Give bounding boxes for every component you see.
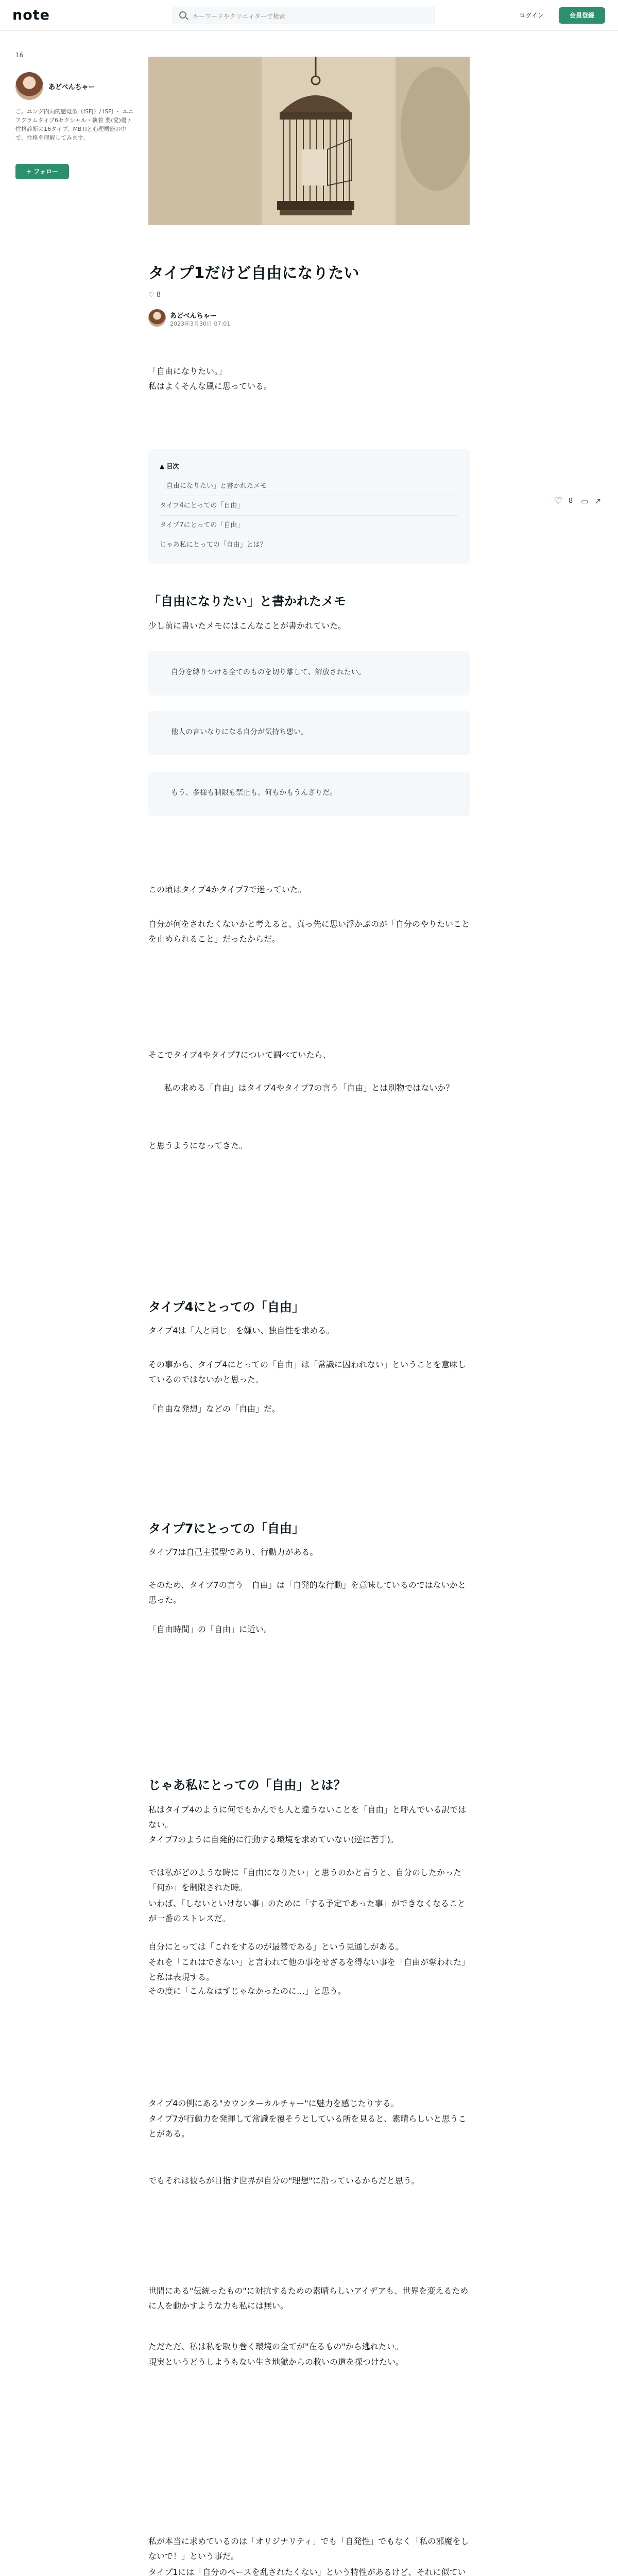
paragraph: 「自由時間」の「自由」に近い。 xyxy=(148,1624,272,1634)
article-title: タイプ1だけど自由になりたい xyxy=(148,264,359,282)
paragraph: そこでタイプ4やタイプ7について調べていたら、 xyxy=(148,1050,331,1060)
site-logo[interactable]: note xyxy=(12,7,50,23)
signup-button[interactable]: 会員登録 xyxy=(559,7,605,24)
toc-title-label: 目次 xyxy=(166,463,179,470)
toc-item[interactable]: タイプ7にとっての「自由」 xyxy=(160,516,458,535)
toc-item[interactable]: タイプ4にとっての「自由」 xyxy=(160,496,458,516)
paragraph: 私が本当に求めているのは「オリジナリティ」でも「自発性」でもなく「私の邪魔をしないで！」という事だ。 xyxy=(148,2536,469,2561)
paragraph: 私の求める「自由」はタイプ4やタイプ7の言う「自由」とは別物ではないか？ xyxy=(164,1083,454,1093)
search-icon xyxy=(179,11,186,19)
paragraph: 世間にある"伝統ったもの"に対抗するための素晴らしいアイデアも、世界を変えるために人を動かすような力も私には無い。 xyxy=(148,2286,469,2311)
paragraph: 自分にとっては「これをするのが最善である」という見通しがある。 xyxy=(148,1942,404,1952)
sidebar-follow-button[interactable]: + フォロー xyxy=(15,164,69,179)
like-count: 8 xyxy=(156,291,161,299)
quote-block: もう、多様も制限も禁止も、何もかもうんざりだ。 xyxy=(148,772,470,816)
paragraph: タイプ1には「自分のペースを乱されたくない」という特性があるけど、それに似てい xyxy=(148,2567,466,2576)
sidebar-badge: 16 xyxy=(15,52,24,59)
toc-title[interactable]: ▲ 目次 xyxy=(160,463,179,470)
paragraph: タイプ7は自己主張型であり、行動力がある。 xyxy=(148,1547,318,1557)
avatar[interactable] xyxy=(148,309,166,327)
paragraph: それを「これはできない」と言われて他の事をせざるを得ない事を「自由が奪われた」と私は表現する。 xyxy=(148,1957,470,1982)
paragraph: タイプ4の例にある"カウンターカルチャー"に魅力を感じたりする。 xyxy=(148,2098,399,2108)
section-heading: タイプ4にとっての「自由」 xyxy=(148,1300,305,1314)
author-name[interactable]: あどべんちゃー xyxy=(170,312,217,320)
paragraph: 少し前に書いたメモにはこんなことが書かれていた。 xyxy=(148,621,347,631)
paragraph: タイプ4は「人と同じ」を嫌い、独自性を求める。 xyxy=(148,1326,335,1335)
sidebar-profile xyxy=(15,52,134,175)
paragraph: 私はタイプ4のように何でもかんでも人と違うないことを「自由」と呼んでいる訳ではない。 xyxy=(148,1805,467,1829)
sidebar-bio: ご。ユング内向的感覚型（ISFJ）/ ISFJ ・ エニアグラムタイプ6セクシャル・執着 要(愛)優 / 性格診断の16タイプ。MBTIと心理機能の中で、性格を理解してみます。 xyxy=(15,108,134,141)
floating-action-bar xyxy=(554,494,611,509)
paragraph: 現実というどうしようもない生き地獄からの救いの道を探つけたい。 xyxy=(148,2357,404,2367)
paragraph: その度に「こんなはずじゃなかったのに…」と思う。 xyxy=(148,1986,347,1996)
paragraph: タイプ7が行動力を発揮して常識を覆そうとしている所を見ると、素晴らしいと思うことがある。 xyxy=(148,2114,467,2139)
paragraph: いわば、「しないといけない事」のために「する予定であった事」ができなくなることが一番のストレスだ。 xyxy=(148,1899,466,1923)
quote-block: 他人の言いなりになる自分が気持ち悪い。 xyxy=(148,711,470,755)
heart-icon[interactable]: ♡ xyxy=(554,496,563,506)
heart-icon: ♡ xyxy=(148,291,154,299)
intro-line-2: 私はよくそんな風に思っている。 xyxy=(148,381,272,391)
sidebar-follow-label: フォロー xyxy=(33,168,58,175)
sidebar-author-name[interactable]: あどべんちゃー xyxy=(48,83,95,91)
toc-item[interactable]: じゃあ私にとっての「自由」とは？ xyxy=(160,541,267,549)
share-icon[interactable]: ↗ xyxy=(594,496,602,506)
toc-item[interactable]: 「自由になりたい」と書かれたメモ xyxy=(160,477,458,496)
paragraph: タイプ7のように自発的に行動する環境を求めていない(逆に苦手)。 xyxy=(148,1835,399,1844)
search-input[interactable] xyxy=(173,7,435,24)
search-placeholder: キーワードやクリエイターで検索 xyxy=(193,13,285,20)
paragraph: そのため、タイプ7の言う「自由」は「自発的な行動」を意味しているのではないかと思った。 xyxy=(148,1580,466,1605)
hero-image xyxy=(148,57,470,225)
table-of-contents xyxy=(148,449,470,564)
section-heading: タイプ7にとっての「自由」 xyxy=(148,1521,305,1536)
section-heading: 「自由になりたい」と書かれたメモ xyxy=(148,594,346,608)
paragraph: と思うようになってきた。 xyxy=(148,1141,248,1150)
paragraph: では私がどのような時に「自由になりたい」と思うのかと言うと、自分のしたかった「何か」を制限された時。 xyxy=(148,1868,462,1892)
intro-line-1: 「自由になりたい。」 xyxy=(148,366,227,376)
paragraph: ただただ、私は私を取り巻く環境の全てが"在るもの"から逃れたい。 xyxy=(148,2342,403,2351)
paragraph: 自分が何をされたくないかと考えると、真っ先に思い浮かぶのが「自分のやりたいことを止められること」だったからだ。 xyxy=(148,919,470,944)
float-like-count: 8 xyxy=(569,497,573,505)
publish-date: 2023年3月30日 07:01 xyxy=(170,320,231,327)
avatar[interactable] xyxy=(15,72,43,100)
paragraph: でもそれは彼らが目指す世界が自分の"理想"に沿っているからだと思う。 xyxy=(148,2176,420,2185)
paragraph: 「自由な発想」などの「自由」だ。 xyxy=(148,1404,281,1414)
section-heading: じゃあ私にとっての「自由」とは？ xyxy=(148,1778,346,1792)
login-button[interactable]: ログイン xyxy=(519,12,544,19)
comment-icon[interactable]: ▭ xyxy=(581,497,589,506)
paragraph: その事から、タイプ4にとっての「自由」は「常識に囚われない」ということを意味しているのではないかと思った。 xyxy=(148,1360,467,1384)
paragraph: この頃はタイプ4かタイプ7で迷っていた。 xyxy=(148,885,306,894)
site-header xyxy=(0,0,618,31)
like-count-top[interactable] xyxy=(148,291,161,299)
quote-block: 自分を縛りつける全てのものを切り離して、解放されたい。 xyxy=(148,651,470,696)
